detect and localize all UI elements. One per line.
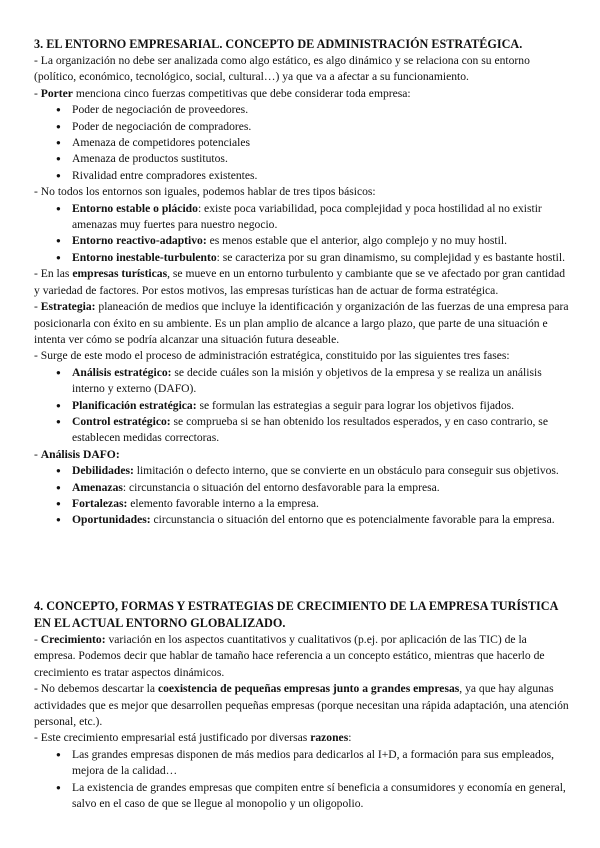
- section-4: [34, 598, 570, 812]
- list-item: ● Fortalezas: elemento favorable interno a la empresa.: [34, 496, 570, 512]
- entornos-paragraph: - No todos los entornos son iguales, podemos hablar de tres tipos básicos:: [34, 185, 376, 199]
- list-item: ● Oportunidades: circunstancia o situación del entorno que es potencialmente favorable para la empresa.: [34, 512, 570, 528]
- list-item: ● Planificación estratégica: se formulan las estrategias a seguir para lograr los objetivos fijados.: [34, 398, 570, 414]
- dafo-list: [34, 463, 570, 529]
- intro-paragraph: - La organización no debe ser analizada como algo estático, es algo dinámico y se relaciona con su entorno (político, económico, tecnológico, social, cultural…) ya que va a afectar a su funcionamiento.: [34, 54, 530, 84]
- razones-paragraph: - Este crecimiento empresarial está justificado por diversas razones:: [34, 731, 352, 745]
- list-item: ● Poder de negociación de compradores.: [34, 119, 570, 135]
- list-item: ● Amenaza de productos sustitutos.: [34, 151, 570, 167]
- coexistencia-paragraph: - No debemos descartar la coexistencia de pequeñas empresas junto a grandes empresas, ya que hay algunas actividades que es mejor que desarrollen pequeñas empresas (porque necesitan una rápida adaptación, una atención personal, etc.).: [34, 682, 569, 729]
- list-item: ● Entorno reactivo-adaptivo: es menos estable que el anterior, algo complejo y no muy hostil.: [34, 233, 570, 249]
- list-item: ● Análisis estratégico: se decide cuáles son la misión y objetivos de la empresa y se realiza un análisis interno y externo (DAFO).: [34, 365, 570, 398]
- list-item: ● Las grandes empresas disponen de más medios para dedicarlos al I+D, a formación para sus empleados, mejora de la calidad…: [34, 747, 570, 780]
- turisticas-paragraph: - En las empresas turísticas, se mueve en un entorno turbulento y cambiante que se ve afectado por gran cantidad y variedad de factores. Por estos motivos, las empresas turísticas han de actuar de forma estratégica.: [34, 267, 566, 297]
- list-item: ● La existencia de grandes empresas que compiten entre sí beneficia a consumidores y economía en general, salvo en el caso de que se llegue al monopolio y un oligopolio.: [34, 780, 570, 813]
- section-4-heading: 4. CONCEPTO, FORMAS Y ESTRATEGIAS DE CRECIMIENTO DE LA EMPRESA TURÍSTICA EN EL ACTUAL ENTORNO GLOBALIZADO.: [34, 599, 558, 630]
- list-item: ● Debilidades: limitación o defecto interno, que se convierte en un obstáculo para conseguir sus objetivos.: [34, 463, 570, 479]
- razones-list: [34, 747, 570, 813]
- list-item: ● Entorno inestable-turbulento: se caracteriza por su gran dinamismo, su complejidad y es bastante hostil.: [34, 250, 570, 266]
- fases-paragraph: - Surge de este modo el proceso de administración estratégica, constituido por las siguientes tres fases:: [34, 349, 510, 363]
- list-item: ● Rivalidad entre compradores existentes.: [34, 168, 570, 184]
- dafo-heading: - Análisis DAFO:: [34, 447, 120, 461]
- porter-forces-list: [34, 102, 570, 184]
- crecimiento-paragraph: - Crecimiento: variación en los aspectos cuantitativos y cualitativos (p.ej. por aplicación de las TIC) de la empresa. Podemos decir que hablar de tamaño hace referencia a un concepto estático, mientras que hacerlo de crecimiento es tratar aspectos dinámicos.: [34, 633, 545, 679]
- list-item: ● Control estratégico: se comprueba si se han obtenido los resultados esperados, y en caso contrario, se establecen medidas correctoras.: [34, 414, 570, 447]
- estrategia-paragraph: - Estrategia: planeación de medios que incluye la identificación y organización de las fuerzas de una empresa para posicionarla con éxito en su ambiente. Es un plan amplio de alcance a largo plazo, que parte de una situación e intenta ver cómo se podría alcanzar una situación futura deseable.: [34, 300, 569, 346]
- list-item: ● Amenazas: circunstancia o situación del entorno desfavorable para la empresa.: [34, 480, 570, 496]
- list-item: ● Poder de negociación de proveedores.: [34, 102, 570, 118]
- entornos-list: [34, 201, 570, 267]
- fases-list: [34, 365, 570, 447]
- list-item: ● Entorno estable o plácido: existe poca variabilidad, poca complejidad y poca hostilidad al no existir amenazas muy fuertes para nuestro negocio.: [34, 201, 570, 234]
- section-3-heading: 3. EL ENTORNO EMPRESARIAL. CONCEPTO DE ADMINISTRACIÓN ESTRATÉGICA.: [34, 37, 523, 51]
- list-item: ● Amenaza de competidores potenciales: [34, 135, 570, 151]
- porter-paragraph: - Porter menciona cinco fuerzas competitivas que debe considerar toda empresa:: [34, 86, 411, 100]
- section-3: [34, 36, 570, 529]
